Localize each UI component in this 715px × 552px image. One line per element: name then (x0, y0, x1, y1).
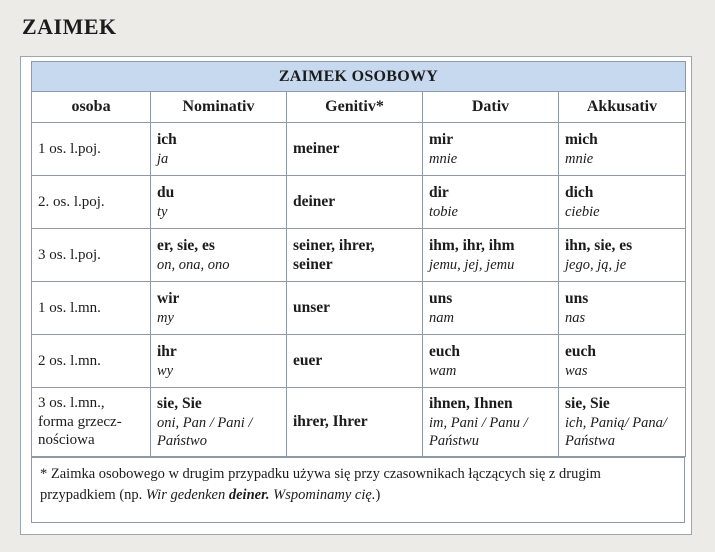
person-cell: 2 os. l.mn. (32, 335, 151, 388)
polish-translation: wy (157, 362, 174, 379)
german-form: ich (157, 131, 177, 149)
pronoun-table (31, 61, 686, 457)
header-genitiv: Genitiv* (287, 92, 423, 123)
genitiv-cell (287, 229, 423, 282)
person-cell: 2. os. l.poj. (32, 176, 151, 229)
dativ-cell (423, 176, 559, 229)
nominativ-cell (151, 123, 287, 176)
nominativ-cell (151, 282, 287, 335)
person-cell: 1 os. l.poj. (32, 123, 151, 176)
person-cell: 3 os. l.poj. (32, 229, 151, 282)
polish-translation: ty (157, 203, 168, 220)
german-form: ihr (157, 343, 177, 361)
polish-translation: oni, Pan / Pani / Państwo (157, 414, 253, 449)
genitiv-cell (287, 388, 423, 457)
header-dativ: Dativ (423, 92, 559, 123)
dativ-cell (423, 282, 559, 335)
polish-translation: nas (565, 309, 586, 326)
person-cell: 3 os. l.mn., forma grzecz-nościowa (32, 388, 151, 457)
table-row (32, 388, 686, 457)
akkusativ-cell (559, 123, 686, 176)
header-osoba: osoba (32, 92, 151, 123)
german-form: dich (565, 184, 594, 202)
german-form: unser (293, 299, 331, 317)
german-form: du (157, 184, 175, 202)
akkusativ-cell (559, 176, 686, 229)
polish-translation: im, Pani / Panu / Państwu (429, 414, 528, 449)
table-row (32, 176, 686, 229)
polish-translation: nam (429, 309, 454, 326)
german-form: er, sie, es (157, 237, 215, 255)
table-row (32, 282, 686, 335)
polish-translation: ich, Panią/ Pana/ Państwa (565, 414, 667, 449)
german-form: euch (429, 343, 460, 361)
german-form: mir (429, 131, 454, 149)
nominativ-cell (151, 229, 287, 282)
german-form: deiner (293, 193, 336, 211)
german-form: seiner, ihrer, seiner (293, 236, 375, 273)
footnote-example-pronoun: deiner. (228, 487, 270, 504)
person-cell: 1 os. l.mn. (32, 282, 151, 335)
german-form: dir (429, 184, 449, 202)
german-form: ihnen, Ihnen (429, 395, 513, 413)
pronoun-table-frame (20, 56, 692, 535)
dativ-cell (423, 388, 559, 457)
footnote-text: * Zaimka osobowego w drugim przypadku używa się przy czasownikach łączących się z drugim przypadkiem (np. (40, 466, 601, 504)
header-akkusativ: Akkusativ (559, 92, 686, 123)
table-row (32, 123, 686, 176)
german-form: sie, Sie (157, 395, 202, 413)
nominativ-cell (151, 388, 287, 457)
german-form: meiner (293, 140, 340, 158)
genitiv-cell (287, 176, 423, 229)
nominativ-cell (151, 176, 287, 229)
german-form: ihrer, Ihrer (293, 413, 368, 431)
polish-translation: wam (429, 362, 457, 379)
header-nominativ: Nominativ (151, 92, 287, 123)
german-form: ihn, sie, es (565, 237, 633, 255)
german-form: sie, Sie (565, 395, 610, 413)
polish-translation: ciebie (565, 203, 600, 220)
polish-translation: ja (157, 150, 169, 167)
nominativ-cell (151, 335, 287, 388)
polish-translation: jego, ją, je (565, 256, 627, 273)
akkusativ-cell (559, 388, 686, 457)
footnote-example-polish: Wspominamy cię. (273, 487, 376, 504)
page-title: ZAIMEK (22, 14, 117, 39)
polish-translation: was (565, 362, 588, 379)
german-form: mich (565, 131, 598, 149)
polish-translation: on, ona, ono (157, 256, 230, 273)
table-row (32, 229, 686, 282)
polish-translation: my (157, 309, 174, 326)
table-caption: ZAIMEK OSOBOWY (32, 62, 686, 92)
genitiv-cell (287, 282, 423, 335)
german-form: euch (565, 343, 596, 361)
dativ-cell (423, 229, 559, 282)
german-form: uns (565, 290, 589, 308)
genitiv-cell (287, 335, 423, 388)
polish-translation: jemu, jej, jemu (429, 256, 515, 273)
polish-translation: tobie (429, 203, 458, 220)
akkusativ-cell (559, 335, 686, 388)
german-form: ihm, ihr, ihm (429, 237, 515, 255)
footnote (31, 457, 685, 523)
akkusativ-cell (559, 282, 686, 335)
german-form: uns (429, 290, 453, 308)
footnote-example-german: Wir gedenken (145, 487, 226, 504)
akkusativ-cell (559, 229, 686, 282)
german-form: euer (293, 352, 323, 370)
german-form: wir (157, 290, 180, 308)
genitiv-cell (287, 123, 423, 176)
table-row (32, 335, 686, 388)
dativ-cell (423, 335, 559, 388)
polish-translation: mnie (429, 150, 458, 167)
dativ-cell (423, 123, 559, 176)
polish-translation: mnie (565, 150, 594, 167)
footnote-close-paren: ) (375, 487, 381, 504)
